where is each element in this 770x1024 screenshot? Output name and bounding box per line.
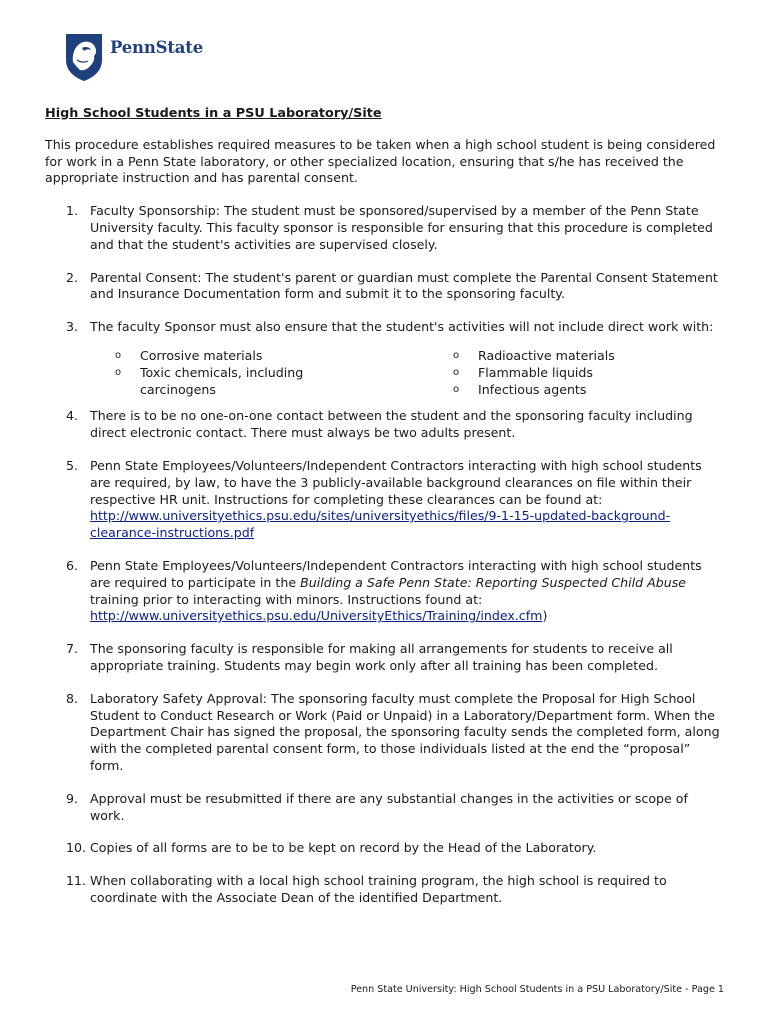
- list-item: [45, 408, 725, 442]
- list-item: [45, 840, 725, 857]
- item-text: There is to be no one-on-one contact between the student and the sponsoring faculty including direct electronic contact. There must always be two adults present.: [90, 408, 693, 441]
- item-number: 7.: [66, 641, 79, 657]
- list-item: [45, 458, 725, 542]
- item-number: 9.: [66, 790, 79, 806]
- item-text: The faculty Sponsor must also ensure that the student's activities will not include direct work with:: [90, 319, 714, 335]
- item-number: 2.: [66, 269, 79, 285]
- hazard-list-right: [453, 348, 713, 398]
- item-text: The sponsoring faculty is responsible for making all arrangements for students to receive all appropriate training. Students may begin work only after all training has been completed.: [90, 641, 673, 673]
- brand-name: PennState: [110, 38, 204, 57]
- hazard-item: o Corrosive materials: [115, 347, 263, 363]
- item-text: training prior to interacting with minors. Instructions found at:: [90, 591, 483, 607]
- training-link[interactable]: http://www.universityethics.psu.edu/UniversityEthics/Training/index.cfm: [90, 608, 543, 624]
- list-item: [45, 873, 725, 907]
- hazard-item: o Toxic chemicals, including carcinogens: [115, 364, 304, 397]
- bullet: o: [115, 349, 122, 361]
- item-text: Faculty Sponsorship: The student must be sponsored/supervised by a member of the Penn State University faculty. This faculty sponsor is responsible for ensuring that this procedure is completed and that the student's activities are supervised closely.: [90, 203, 713, 252]
- list-item: [45, 203, 725, 253]
- list-item: [45, 791, 725, 825]
- hazard-item: o Flammable liquids: [453, 364, 593, 380]
- item-number: 6.: [66, 557, 79, 573]
- item-number: 8.: [66, 690, 79, 706]
- item-number: 5.: [66, 457, 79, 473]
- item-text: Penn State Employees/Volunteers/Independent Contractors interacting with high school students are required to participate in the: [90, 557, 702, 590]
- item-text: When collaborating with a local high school training program, the high school is required to coordinate with the Associate Dean of the identified Department.: [90, 873, 667, 905]
- item-text: Penn State Employees/Volunteers/Independent Contractors interacting with high school students are required, by law, to have the 3 publicly-available background clearances on file within their respective HR unit. Instructions for completing these clearances can be found at:: [90, 457, 702, 507]
- nittany-lion-shield-icon: [64, 32, 104, 82]
- intro-paragraph: This procedure establishes required measures to be taken when a high school student is being considered for work in a Penn State laboratory, or other specialized location, ensuring that s/he has received the appropriate instruction and has parental consent.: [45, 136, 716, 186]
- item-text: Approval must be resubmitted if there are any substantial changes in the activities or scope of work.: [90, 790, 688, 823]
- item-text: Copies of all forms are to be to be kept on record by the Head of the Laboratory.: [90, 840, 597, 856]
- page-footer: Penn State University: High School Students in a PSU Laboratory/Site - Page 1: [350, 984, 724, 995]
- penn-state-logo: [64, 32, 214, 82]
- hazard-lists: [90, 348, 725, 398]
- document-body: [45, 106, 725, 923]
- list-item: [45, 691, 725, 775]
- list-item: [45, 558, 725, 625]
- item-text: Parental Consent: The student's parent or guardian must complete the Parental Consent Statement and Insurance Documentation form and submit it to the sponsoring faculty.: [90, 269, 718, 302]
- list-item: [45, 319, 725, 398]
- item-number: 4.: [66, 408, 79, 424]
- hazard-item: o Radioactive materials: [453, 347, 615, 363]
- item-text: Laboratory Safety Approval: The sponsoring faculty must complete the Proposal for High School Student to Conduct Research or Work (Paid or Unpaid) in a Laboratory/Department form. When the Department Chair has signed the proposal, the sponsoring faculty sends the completed form, along with the completed parental consent form, to those individuals listed at the end the “proposal” form.: [90, 690, 720, 773]
- training-title: Building a Safe Penn State: Reporting Suspected Child Abuse: [300, 574, 687, 590]
- bullet: o: [453, 366, 460, 378]
- hazard-list-left: [115, 348, 365, 398]
- bullet: o: [453, 383, 460, 395]
- list-item: [45, 641, 725, 675]
- procedure-list: [45, 203, 725, 907]
- bullet: o: [115, 366, 122, 378]
- document-title: High School Students in a PSU Laboratory/Site: [45, 106, 382, 121]
- item-number: 11.: [66, 873, 87, 889]
- list-item: [45, 270, 725, 304]
- item-number: 10.: [66, 840, 87, 856]
- item-number: 1.: [66, 203, 79, 219]
- hazard-item: o Infectious agents: [453, 381, 587, 397]
- item-number: 3.: [66, 319, 79, 335]
- item-text-tail: ): [542, 608, 548, 624]
- bullet: o: [453, 349, 460, 361]
- clearance-instructions-link[interactable]: http://www.universityethics.psu.edu/sites/universityethics/files/9-1-15-updated-background-clearance-instructions.pdf: [90, 508, 671, 541]
